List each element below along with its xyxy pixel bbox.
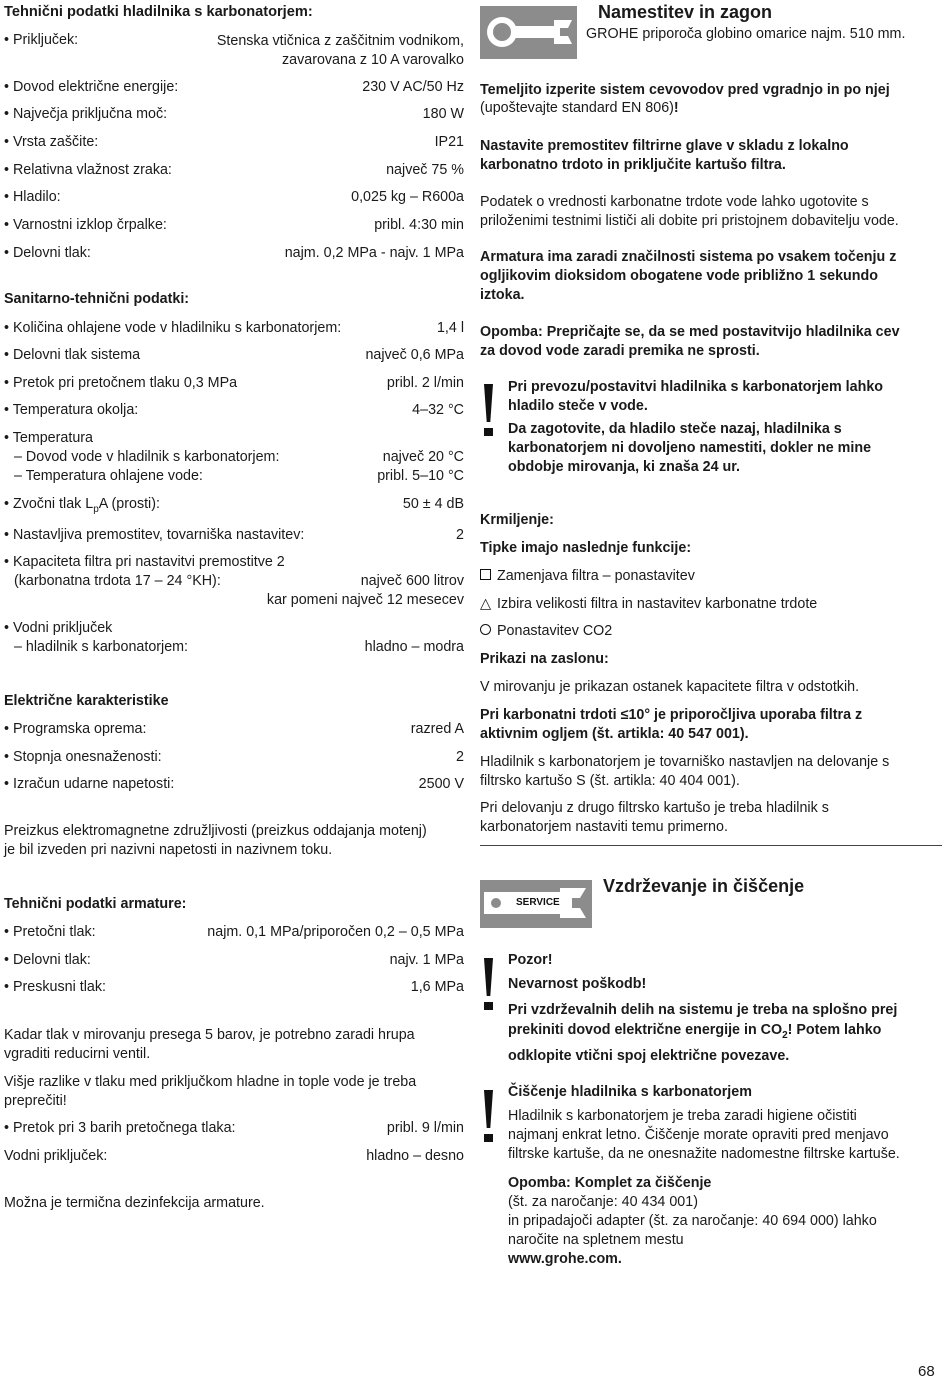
section-divider [480,845,942,846]
carbon-filter-paragraph: Pri karbonatni trdoti ≤10° je priporočljiva uporaba filtra z aktivnim ogljem (št. artikla: 40 547 001). [480,707,863,742]
other-cartridge-paragraph: Pri delovanju z drugo filtrsko kartušo je treba hladilnik s karbonatorjem nastaviti temu primerno. [480,800,829,835]
keys-title: Tipke imajo naslednje funkcije: [480,540,692,556]
cleaning-text: Hladilnik s karbonatorjem je treba zaradi higiene očistiti najmanj enkrat letno. Čiščenje morate opraviti pred menjavo filtrske kartuše, da ne onesnažite nadomestne filtrske kartuše. [508,1108,900,1162]
elec-title: Električne karakteristike [4,693,169,709]
warning-transport: Pri prevozu/postavitvi hladilnika s karbonatorjem lahko hladilo steče v vode. [508,379,884,414]
install-title: Namestitev in zagon [598,2,773,22]
key-row-circle: Ponastavitev CO2 [480,623,612,639]
caution-label: Pozor! [508,952,553,968]
triangle-key-icon: △ [480,596,491,612]
caution-danger: Nevarnost poškodb! [508,976,647,992]
sanitary-title: Sanitarno-tehnični podatki: [4,291,190,307]
spec-row-connection [4,32,464,72]
emc-paragraph: Preizkus elektromagnetne združljivosti (preizkus oddajanja motenj) je bil izveden pri nazivni napetosti in nazivnem toku. [4,823,427,858]
spec-value: Stenska vtičnica z zaščitnim vodnikom, zavarovana z 10 A varovalko [216,33,464,68]
right-column [480,0,942,1380]
key-row-square: Zamenjava filtra – ponastavitev [480,568,695,584]
circle-key-icon [480,624,491,635]
warning-rest: Da zagotovite, da hladilo steče nazaj, hladilnika s karbonatorjem ni dovoljeno namestiti, dokler ne mine obdobje mirovanja, ki znaša 24 ur. [508,421,872,475]
outflow-paragraph: Armatura ima zaradi značilnosti sistema po vsakem točenju z ogljikovim dioksidom obogatene vode približno 1 sekundo iztoka. [480,249,897,303]
flush-standard: (upoštevajte standard EN 806)! [480,100,679,116]
water-heading: • Vodni priključek [4,620,113,636]
factory-setting-paragraph: Hladilnik s karbonatorjem je tovarniško nastavljen na delovanje s filtrsko kartušo S (št. artikla: 40 404 001). [480,754,890,789]
control-title: Krmiljenje: [480,512,554,528]
display-text: V mirovanju je prikazan ostanek kapacitete filtra v odstotkih. [480,679,860,695]
cleaning-title: Čiščenje hladilnika s karbonatorjem [508,1084,752,1100]
pressure-note: Kadar tlak v mirovanju presega 5 barov, je potrebno zaradi hrupa vgraditi reducirni ventil. [4,1027,415,1062]
flush-paragraph: Temeljito izperite sistem cevovodov pred vgradnjo in po njej [480,82,890,98]
page-number: 68 [918,1363,935,1380]
cleaning-kit-note: Opomba: Komplet za čiščenje (št. za naročanje: 40 434 001) in pripadajoči adapter (št. za naročanje: 40 694 000) lahko naročite na spletnem mestu www.grohe.com. [508,1175,877,1267]
service-label: SERVICE [516,897,560,908]
service-wrench-icon [480,880,592,928]
tech-data-title: Tehnični podatki hladilnika s karbonatorjem: [4,4,313,20]
note-paragraph: Opomba: Prepričajte se, da se med postavitvijo hladilnika cev za dovod vode zaradi premika ne sprosti. [480,324,900,359]
maintenance-title: Vzdrževanje in čiščenje [603,876,805,896]
hardness-paragraph: Podatek o vrednosti karbonatne trdote vode lahko ugotovite s priloženimi testnimi lističi ali dobite pri pristojnem dobavitelju vode. [480,194,899,229]
warning-icon [480,384,500,438]
display-title: Prikazi na zaslonu: [480,651,609,667]
spec-label: • Priključek: [4,32,79,48]
square-key-icon [480,569,491,580]
left-column: Tehnični podatki hladilnika s karbonatorjem: • Priključek: Stenska vtičnica z zaščitnim vodnikom, zavarovana z 10 A varovalko • Dovod električne energije: 230 V AC/50 Hz • Največja priključna moč: 180 W • Vrsta zaščite: IP21 • Relativna vlažnost zraka: največ 75 % • Hladilo: 0,025 kg – R600a • Varnostni izklop črpalke: pribl. 4:30 min • Delovni tlak: najm. 0,2 MPa - najv. 1 MPa Sanitarno-tehnični podatki: • Količina ohlajene vode v hladilniku s karbonatorjem: 1,4 l • Delovni tlak sistema največ 0,6 MPa • Pretok pri pretočnem tlaku 0,3 MPa pribl. 2 l/min • Temperatura okolja: 4–32 °C • Temperatura – Dovod vode v hladilnik s karbonatorjem: največ 20 °C – Temperatura ohlajene vode: pribl. 5–10 °C • Zvočni tlak $L_pA$ (prosti): 50 ± 4 dB • Nastavljiva premostitev, tovarniška nastavitev: 2 • Kapaciteta filtra pri nastavitvi premostitve 2 (karbonatna trdota 17 – 24 °KH): največ 600 litrov kar pomeni največ 12 mesecev • Vodni priključek – hladilnik s karbonatorjem: hladno – modra Električne karakteristike • Programska oprema: razred A • Stopnja onesnaženosti: 2 • Izračun udarne napetosti: 2500 V Preizkus elektromagnetne združljivosti (preizkus oddajanja motenj) je bil izveden pri nazivni napetosti in nazivnem toku. Tehnični podatki armature: • Pretočni tlak: najm. 0,1 MPa/priporočen 0,2 – 0,5 MPa • Delovni tlak: najv. 1 MPa • Preskusni tlak: 1,6 MPa Kadar tlak v mirovanju presega 5 barov, je potrebno zaradi hrupa vgraditi reducirni ventil. Višje razlike v tlaku med priključkom hladne in tople vode je treba preprečiti! • Pretok pri 3 barih pretočnega tlaka: pribl. 9 l/min Vodni priključek: hladno – desno Možna je termična dezinfekcija armature. [4,4,464,1211]
caution-text: Pri vzdrževalnih delih na sistemu je treba na splošno prej prekiniti dovod električne energije in $CO_2$! Potem lahko odklopite vtični spoj električne povezave. [508,1002,898,1064]
temp-heading: • Temperatura [4,430,93,446]
capacity-line: • Kapaciteta filtra pri nastavitvi premostitve 2 [4,554,285,570]
install-subtitle: GROHE priporoča globino omarice najm. 510 mm. [586,26,906,42]
wrench-icon [480,6,577,59]
warning-icon [480,1090,500,1144]
bypass-paragraph: Nastavite premostitev filtrirne glave v skladu z lokalno karbonatno trdoto in priključite kartušo filtra. [480,138,849,173]
key-row-triangle: △ Izbira velikosti filtra in nastavitev karbonatne trdote [480,596,818,612]
grohe-link[interactable]: www.grohe.com. [508,1251,622,1267]
warning-icon [480,958,500,1012]
fitting-title: Tehnični podatki armature: [4,896,187,912]
disinfection-note: Možna je termična dezinfekcija armature. [4,1195,265,1211]
pressure-diff-note: Višje razlike v tlaku med priključkom hladne in tople vode je treba preprečiti! [4,1074,417,1109]
